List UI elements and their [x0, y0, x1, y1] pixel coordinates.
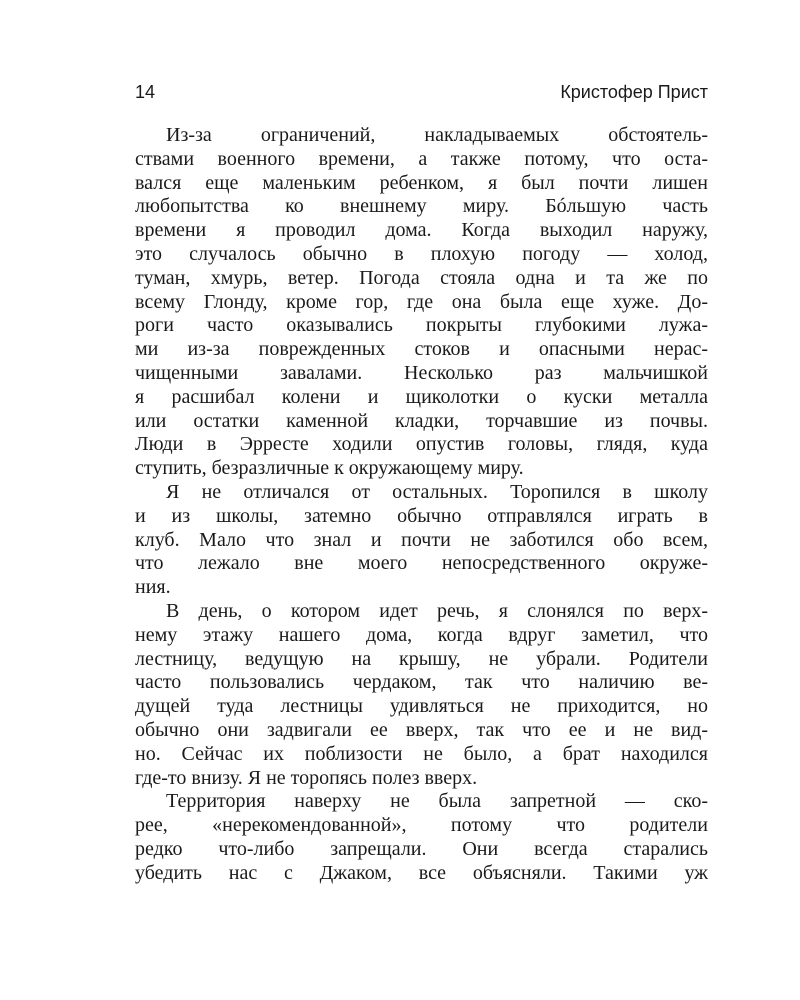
- text-line: что лежало вне моего непосредственного окруже-: [135, 552, 708, 575]
- text-line: времени я проводил дома. Когда выходил наружу,: [135, 219, 708, 242]
- text-line: Я не отличался от остальных. Торопился в школу: [166, 480, 708, 503]
- text-line: роги часто оказывались покрыты глубокими лужа-: [135, 314, 708, 337]
- text-line: Из-за ограничений, накладываемых обстоятель-: [166, 124, 708, 146]
- text-line: туман, хмурь, ветер. Погода стояла одна и та же по: [135, 266, 708, 289]
- running-title: Кристофер Прист: [560, 82, 708, 102]
- text-line: ния.: [135, 576, 171, 599]
- text-line: Территория наверху не была запретной — ско-: [166, 790, 708, 813]
- running-header: [135, 78, 708, 106]
- text-line: ствами военного времени, а также потому, что оста-: [135, 147, 708, 170]
- text-line: лестницу, ведущую на крышу, не убрали. Родители: [135, 647, 708, 670]
- text-line: ми из-за поврежденных стоков и опасными нерас-: [135, 338, 708, 361]
- text-line: редко что-либо запрещали. Они всегда старались: [135, 837, 708, 860]
- text-line: но. Сейчас их поблизости не было, а брат находился: [135, 742, 708, 765]
- text-line: вался еще маленьким ребенком, я был почти лишен: [135, 171, 708, 194]
- text-line: дущей туда лестницы удивляться не приходится, но: [135, 695, 708, 718]
- text-line: всему Глонду, кроме гор, где она была еще хуже. До-: [135, 290, 708, 313]
- body-text: [135, 124, 708, 886]
- text-line: убедить нас с Джаком, все объясняли. Такими уж: [135, 861, 708, 884]
- text-line: я расшибал колени и щиколотки о куски металла: [135, 385, 708, 408]
- text-line: чищенными завалами. Несколько раз мальчишкой: [135, 361, 708, 384]
- text-line: ступить, безразличные к окружающему миру.: [135, 457, 524, 480]
- text-line: клуб. Мало что знал и почти не заботился обо всем,: [135, 528, 708, 551]
- text-line: и из школы, затемно обычно отправлялся играть в: [135, 504, 708, 527]
- text-line: рее, «нерекомендованной», потому что родители: [135, 814, 708, 837]
- text-line: или остатки каменной кладки, торчавшие из почвы.: [135, 409, 708, 432]
- text-line: В день, о котором идет речь, я слонялся по верх-: [166, 599, 708, 622]
- text-line: где-то внизу. Я не торопясь полез вверх.: [135, 766, 478, 789]
- text-line: нему этажу нашего дома, когда вдруг заметил, что: [135, 623, 708, 646]
- text-line: это случалось обычно в плохую погоду — холод,: [135, 242, 708, 265]
- text-line: любопытства ко внешнему миру. Бóльшую часть: [135, 195, 708, 218]
- text-line: Люди в Эрресте ходили опустив головы, глядя, куда: [135, 433, 708, 456]
- text-line: часто пользовались чердаком, так что наличию ве-: [135, 671, 708, 694]
- page-number: 14: [135, 82, 156, 102]
- text-line: обычно они задвигали ее вверх, так что ее и не вид-: [135, 718, 708, 741]
